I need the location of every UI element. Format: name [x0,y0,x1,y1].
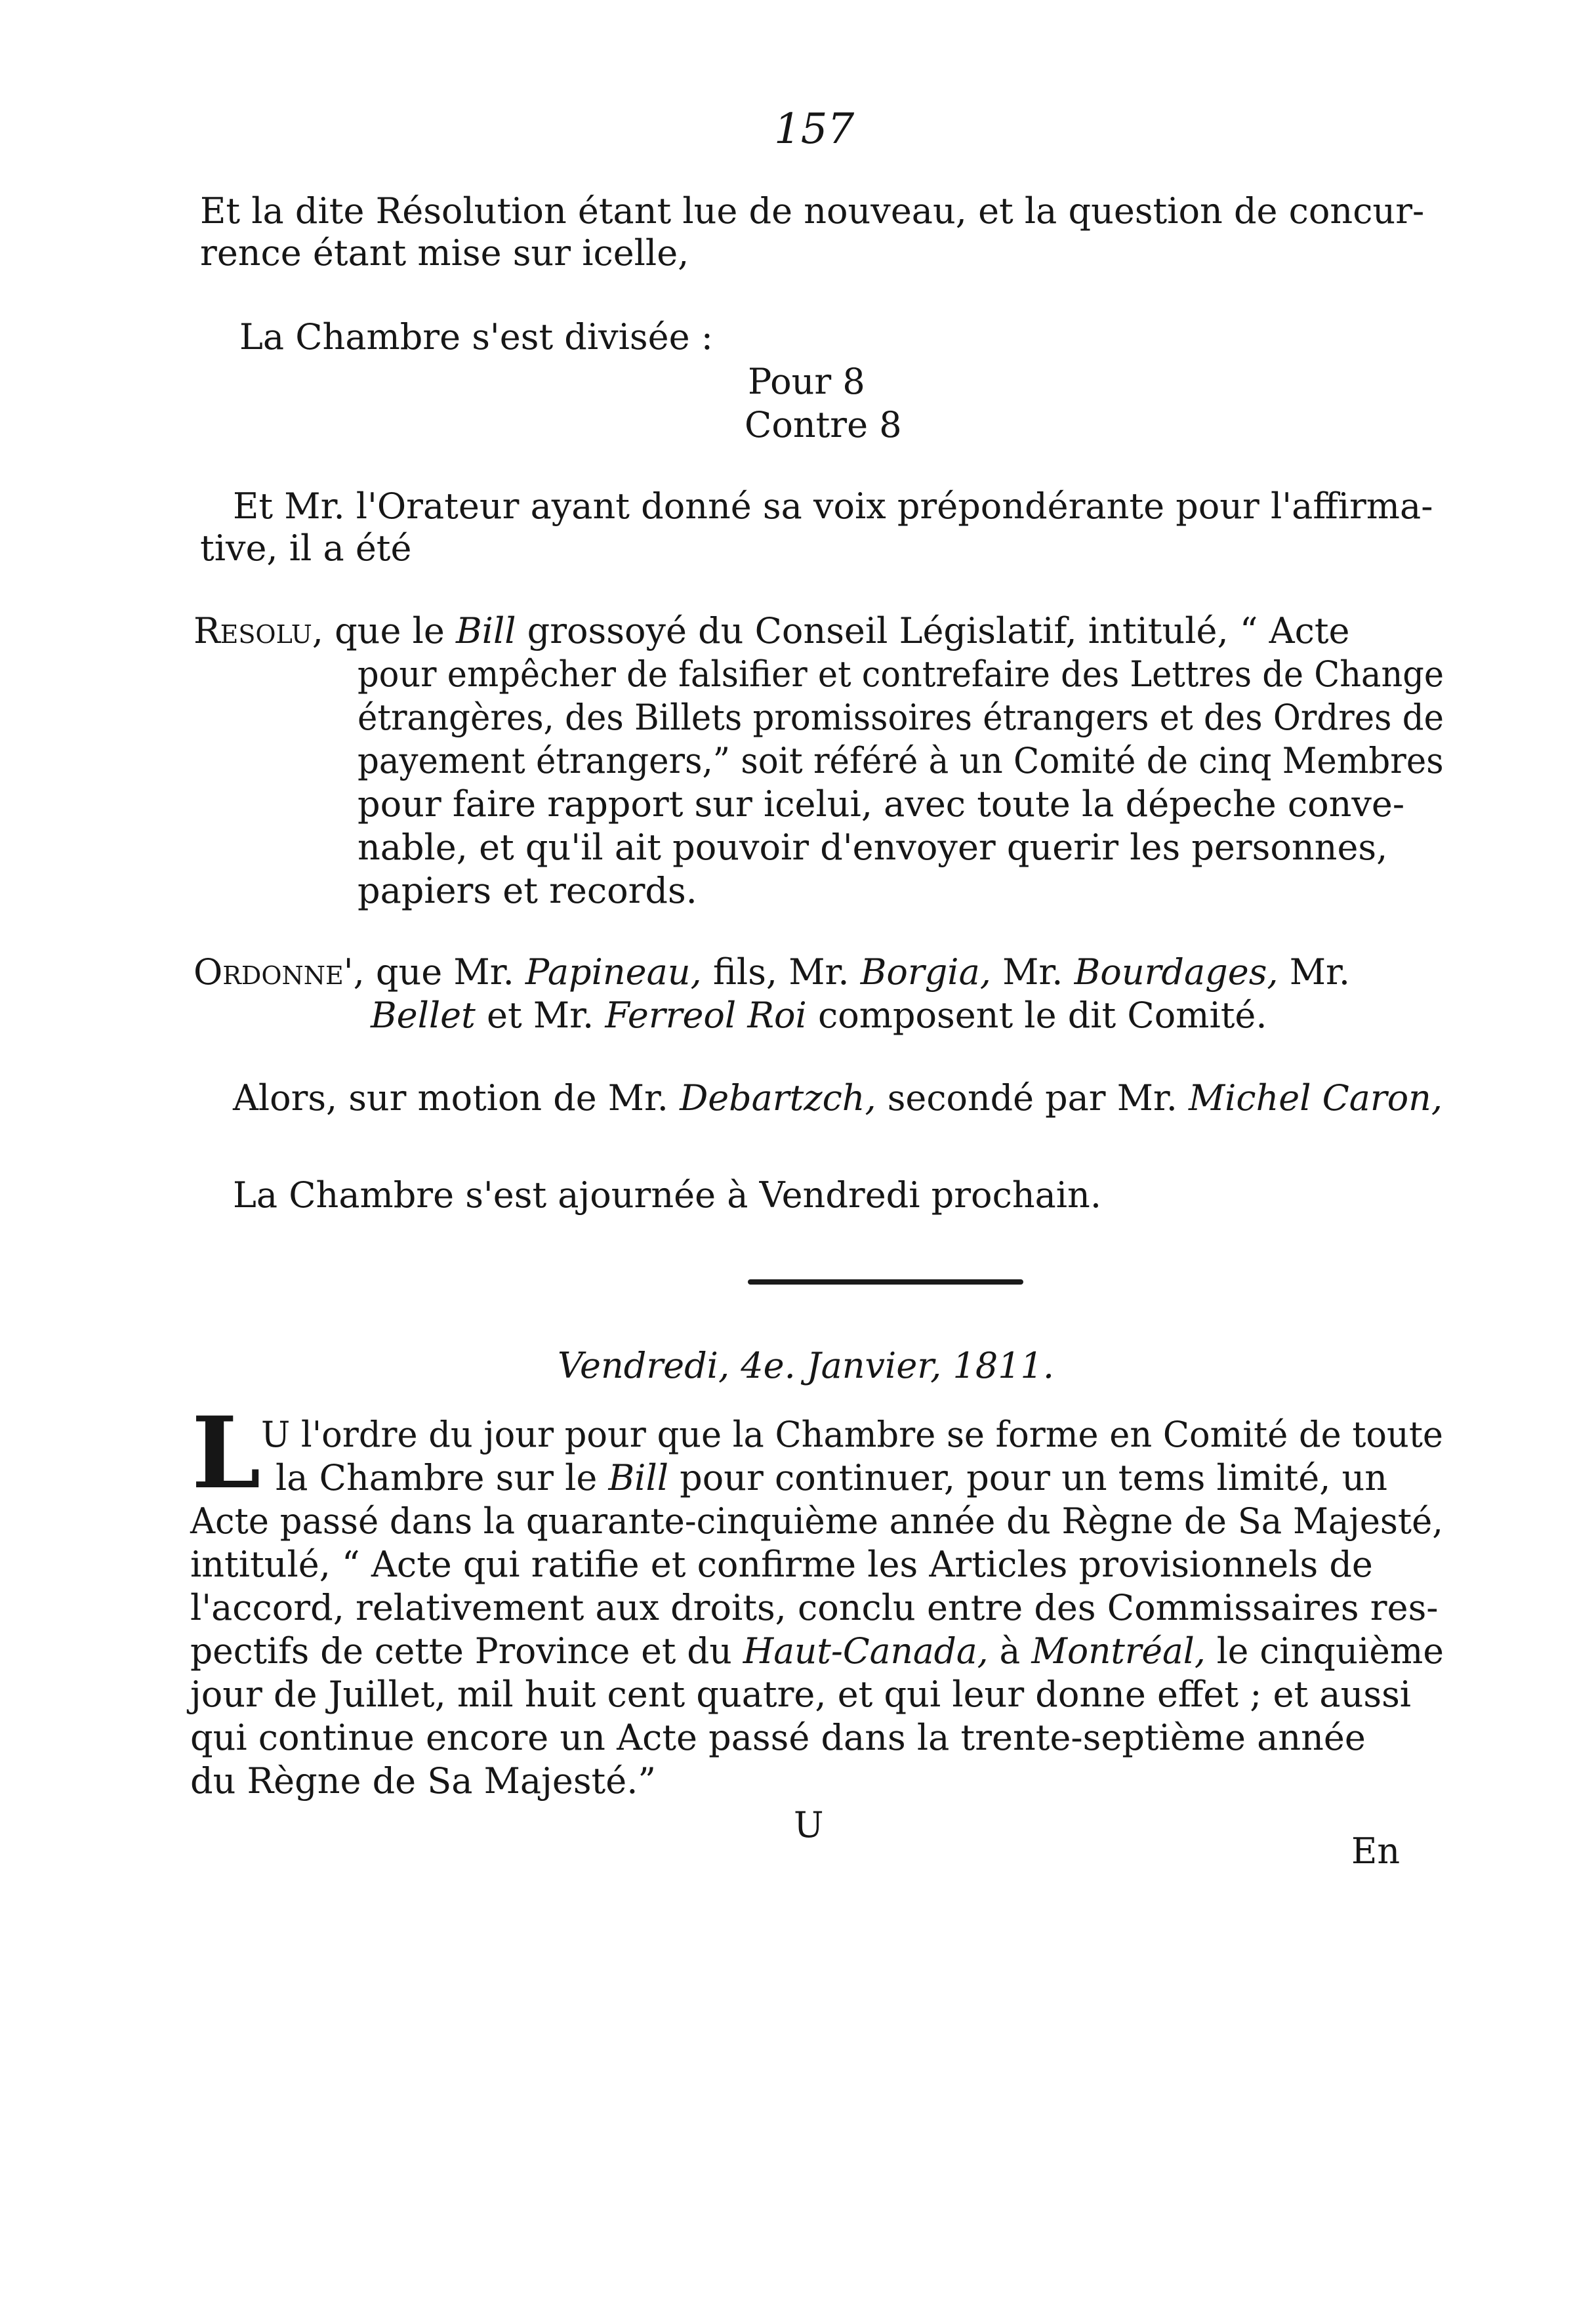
name-bellet: Bellet [371,995,476,1036]
final-text-2b: pour continuer, pour un tems limité, un [668,1457,1388,1498]
name-michel-caron: Michel Caron, [1189,1077,1443,1119]
ordonne-label: Ordonne', [194,951,365,993]
ordonne-line2 [371,995,1267,1037]
para2-line2: tive, il a été [200,527,412,569]
final-line2 [276,1457,1387,1499]
para1-line1: Et la dite Résolution étant lue de nouveau, et la question de concur- [200,190,1425,232]
final-line1: U l'ordre du jour pour que la Chambre se forme en Comité de toute [261,1414,1443,1455]
name-borgia: Borgia, [860,951,991,993]
para1-line2: rence étant mise sur icelle, [200,232,689,274]
final-line5: l'accord, relativement aux droits, conclu entre des Commissaires res- [190,1587,1439,1628]
drop-cap: L [192,1395,261,1511]
resolu-line4: payement étrangers,” soit référé à un Comité de cinq Membres [358,740,1444,781]
alors-text-b: secondé par Mr. [876,1077,1189,1119]
alors-line [233,1077,1443,1119]
resolu-line7: papiers et records. [358,870,697,911]
name-bourdages: Bourdages, [1074,951,1279,993]
resolu-line5: pour faire rapport sur icelui, avec toute la dépeche conve- [358,783,1405,825]
name-debartzch: Debartzch, [680,1077,876,1119]
final-line7: jour de Juillet, mil huit cent quatre, et qui leur donne effet ; et aussi [190,1674,1412,1715]
resolu-line2: pour empêcher de falsifier et contrefaire des Lettres de Change [358,653,1444,695]
final-line9: du Règne de Sa Majesté.” [190,1760,656,1802]
signature-mark: U [794,1804,824,1846]
place-haut-canada: Haut-Canada, [743,1630,989,1672]
section-divider [748,1279,1023,1285]
ordonne-text-e: et Mr. [475,995,605,1036]
resolu-text-a: que le [335,610,456,651]
resolu-bill: Bill [455,610,516,651]
page-number: 157 [774,105,855,154]
ordonne-text-c: Mr. [991,951,1074,993]
final-text-6a: pectifs de cette Province et du [190,1630,743,1672]
final-line3: Acte passé dans la quarante-cinquième année du Règne de Sa Majesté, [190,1500,1444,1542]
resolu-line3: étrangères, des Billets promissoires étrangers et des Ordres de [358,697,1444,738]
adjourn-line: La Chambre s'est ajournée à Vendredi prochain. [233,1174,1102,1216]
resolu-line6: nable, et qu'il ait pouvoir d'envoyer querir les personnes, [358,827,1388,868]
ordonne-text-d: Mr. [1278,951,1351,993]
final-text-6b: à [988,1630,1032,1672]
votes-pour: Pour 8 [748,361,865,402]
para2-line1: Et Mr. l'Orateur ayant donné sa voix prépondérante pour l'affirma- [233,485,1433,527]
ordonne-text-a: que Mr. [364,951,525,993]
catchword: En [1351,1830,1401,1872]
final-line8: qui continue encore un Acte passé dans la trente-septième année [190,1717,1366,1758]
ordonne-line1 [194,951,1350,993]
ordonne-text-b: fils, Mr. [701,951,861,993]
final-text-6c: le cinquième [1205,1630,1444,1672]
final-text-2a: la Chambre sur le [276,1457,609,1498]
final-bill: Bill [608,1457,668,1498]
votes-contre: Contre 8 [745,404,902,445]
ordonne-text-f: composent le dit Comité. [806,995,1267,1036]
final-line4: intitulé, “ Acte qui ratifie et confirme les Articles provisionnels de [190,1544,1373,1585]
resolu-label: Resolu, [194,610,323,651]
resolu-text-b: grossoyé du Conseil Législatif, intitulé, “ Acte [516,610,1350,651]
alors-text-a: Alors, sur motion de Mr. [233,1077,680,1119]
division-line: La Chambre s'est divisée : [239,316,713,358]
final-line6 [190,1630,1444,1672]
place-montreal: Montréal, [1031,1630,1206,1672]
name-ferreol-roi: Ferreol Roi [605,995,807,1036]
name-papineau: Papineau, [525,951,702,993]
resolu-line1 [194,610,1350,652]
session-date: Vendredi, 4e. Janvier, 1811. [558,1345,1055,1386]
